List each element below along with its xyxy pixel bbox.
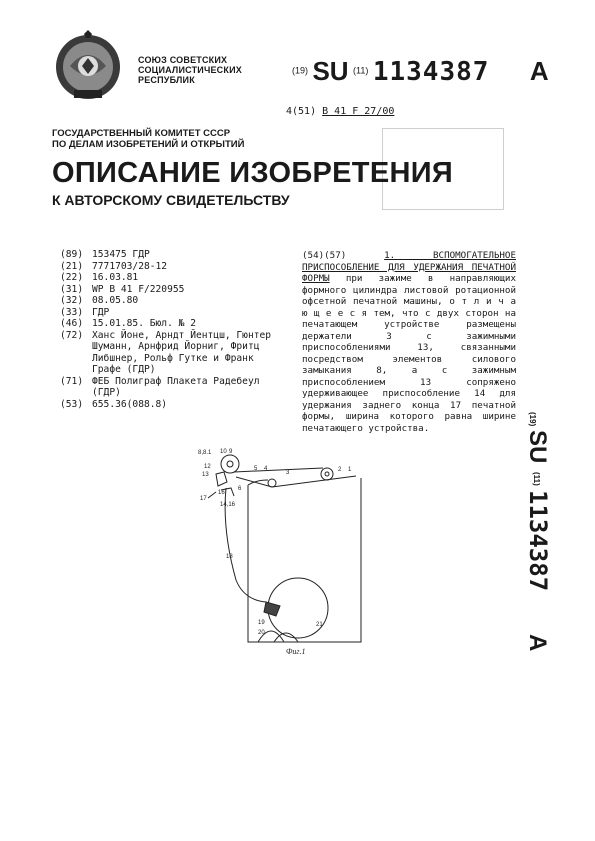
- machine-frame: [248, 478, 361, 642]
- figure-label: 14,16: [220, 502, 236, 508]
- abstract: [302, 250, 516, 434]
- figure-label: 10: [220, 449, 227, 455]
- figure-label: 6: [238, 486, 242, 492]
- inid-code: (71): [60, 375, 84, 387]
- figure-label: 2: [338, 467, 342, 473]
- inid-code-11: (11): [353, 65, 369, 76]
- biblio-value: ФЕБ Полиграф Плакета Радебеул (ГДР): [92, 375, 260, 398]
- figure-label: 18: [226, 554, 233, 560]
- figure-label: 3: [286, 470, 290, 476]
- figure-label: 9: [229, 449, 233, 455]
- inid-code: (72): [60, 329, 84, 341]
- holder-19: [264, 602, 280, 616]
- union-line: СОЮЗ СОВЕТСКИХ: [138, 55, 228, 65]
- ipc-code: В 41 F 27/00: [322, 106, 395, 117]
- plate-line-lower: [236, 476, 356, 487]
- biblio-row: [60, 284, 288, 296]
- side-country-code: SU: [524, 430, 551, 464]
- figure-label: 12: [204, 464, 211, 470]
- side-kind-code: A: [524, 634, 551, 652]
- biblio-row: [60, 399, 288, 411]
- state-emblem: [52, 30, 124, 102]
- figure-label: 8,8.1: [198, 450, 212, 456]
- abstract-heading: 1. ВСПОМОГАТЕЛЬНОЕ ПРИСПОСОБЛЕНИЕ ДЛЯ УДЕРЖАНИЯ ПЕЧАТНОЙ ФОРМЫ: [302, 250, 516, 284]
- biblio-row: [60, 249, 288, 261]
- committee: [52, 128, 244, 150]
- abstract-codes: (54)(57): [302, 250, 347, 261]
- figure-label: 19: [258, 620, 265, 626]
- figure-label: 21: [316, 622, 323, 628]
- inid-code: (21): [60, 260, 84, 272]
- biblio-row: [60, 272, 288, 284]
- inid-code: (33): [60, 306, 84, 318]
- inid-code: (32): [60, 295, 84, 306]
- biblio-row: [60, 318, 288, 330]
- side-patent-number-text: 1134387: [524, 490, 552, 592]
- ipc-prefix: 4(51): [286, 106, 317, 117]
- biblio-value: 08.05.80: [92, 295, 139, 306]
- patent-number: 1134387: [372, 57, 490, 87]
- figure-label: 4: [264, 466, 268, 472]
- inid-code-19: (19): [292, 65, 309, 76]
- biblio-value: ГДР: [92, 306, 110, 318]
- kind-code: A: [529, 56, 549, 86]
- inid-code: (31): [60, 283, 84, 295]
- committee-line: ПО ДЕЛАМ ИЗОБРЕТЕНИЙ И ОТКРЫТИЙ: [52, 139, 245, 150]
- figure-label: 20: [258, 630, 265, 636]
- union-line: РЕСПУБЛИК: [138, 75, 195, 85]
- inid-code: (53): [60, 398, 84, 410]
- biblio-row: [60, 330, 288, 376]
- roller-9: [221, 455, 239, 473]
- roller-1-hub: [325, 472, 329, 476]
- clamp-13: [216, 472, 227, 486]
- figure-caption: Фиг.1: [286, 647, 306, 656]
- leader-17: [208, 492, 216, 498]
- biblio-value: 16.03.81: [92, 272, 139, 283]
- roller-9-hub: [227, 461, 233, 467]
- country-code: SU: [312, 56, 349, 86]
- biblio-value: 15.01.85. Бюл. № 2: [92, 318, 196, 329]
- ipc-classification: [286, 106, 394, 117]
- bibliographic-data: [60, 249, 288, 410]
- side-patent-number: [520, 410, 560, 660]
- biblio-value: 153475 ГДР: [92, 249, 150, 260]
- figure-drawing: [196, 430, 372, 660]
- plate-line-upper: [234, 468, 323, 472]
- figure-label: 5: [254, 466, 258, 472]
- inid-code: (89): [60, 249, 84, 260]
- figure-label: 1: [348, 467, 352, 473]
- side-inid-code-11: (11): [532, 472, 541, 486]
- biblio-row: [60, 295, 288, 307]
- biblio-row: [60, 376, 288, 399]
- union-name: [138, 55, 242, 85]
- biblio-value: WP B 41 F/220955: [92, 283, 185, 295]
- abstract-text: при зажиме в направляющих формного цилиндра листовой ротационной офсетной печатной машины, о т л и ч а ю щ е е с я тем, что с двух сторон на печатающем устройстве размещены держатели 3 с зажимными приспособлениями 13, связанными посредством элементов силового замыкания 8, а с зажимным приспособлением 13 сопряжено удерживающее приспособление 14 для удержания заднего конца 17 печатной формы, ширина которого равна ширине печатающего устройства.: [302, 273, 516, 434]
- figure-label: 16: [218, 490, 225, 496]
- patent-number-block: [292, 56, 549, 87]
- figure-label: 17: [200, 496, 207, 502]
- biblio-value: Ханс Йоне, Арндт Йентцш, Гюнтер Шуманн, Арнфрид Йорниг, Фритц Либшнер, Рольф Гутке и Франк Графе (ГДР): [92, 329, 272, 375]
- inid-code: (46): [60, 318, 84, 329]
- biblio-row: [60, 307, 288, 319]
- inid-code: (22): [60, 272, 84, 283]
- biblio-value: 7771703/28-12: [92, 260, 168, 272]
- biblio-row: [60, 261, 288, 273]
- biblio-value: 655.36(088.8): [92, 398, 168, 410]
- document-title: ОПИСАНИЕ ИЗОБРЕТЕНИЯ: [52, 157, 453, 189]
- union-line: СОЦИАЛИСТИЧЕСКИХ: [138, 65, 242, 75]
- committee-line: ГОСУДАРСТВЕННЫЙ КОМИТЕТ СССР: [52, 128, 231, 139]
- figure-label: 13: [202, 472, 209, 478]
- document-subtitle: К АВТОРСКОМУ СВИДЕТЕЛЬСТВУ: [52, 192, 290, 208]
- roller-1: [321, 468, 333, 480]
- side-inid-code-19: (19): [528, 412, 537, 427]
